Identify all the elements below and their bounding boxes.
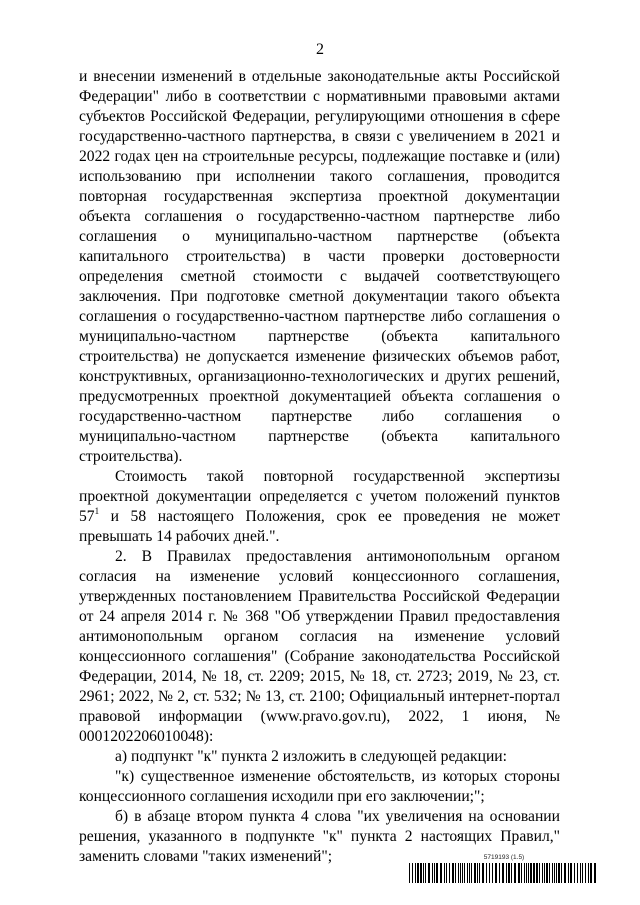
paragraph-3: 2. В Правилах предоставления антимонопольным органом согласия на изменение условий концессионного соглашения, утвержденных постановлением Правительства Российской Федерации от 24 апреля 2014 г. № 368 "Об утверждении Правил предоставления антимонопольным органом согласия на изменение условий концессионного соглашения" (Собрание законодательства Российской Федерации, 2014, № 18, ст. 2209; 2015, № 18, ст. 2723; 2019, № 23, ст. 2961; 2022, № 2, ст. 532; № 13, ст. 2100; Официальный интернет-портал правовой информации (www.pravo.gov.ru), 2022, 1 июня, № 0001202206010048): <box>79 548 560 745</box>
page-number: 2 <box>316 41 324 58</box>
barcode-bar <box>564 863 566 883</box>
barcode-bar <box>446 863 447 883</box>
barcode-block <box>408 854 600 883</box>
barcode-bar <box>432 863 433 883</box>
barcode-bar <box>482 863 484 883</box>
barcode-bar <box>528 863 529 883</box>
barcode-bar <box>552 863 553 883</box>
barcode-bar <box>479 863 480 883</box>
barcode-id-text: 5719193 (1.5) <box>483 854 525 861</box>
paragraph-4: а) подпункт "к" пункта 2 изложить в следующей редакции: <box>115 748 507 765</box>
barcode-bar <box>554 863 555 883</box>
barcode-bar <box>458 863 459 883</box>
barcode-bar <box>556 863 557 883</box>
barcode-bar <box>524 863 525 883</box>
barcode-bar <box>428 863 430 883</box>
paragraph-2 <box>79 467 560 547</box>
barcode-bar <box>455 863 456 883</box>
barcode-bar <box>460 863 461 883</box>
barcode-bar <box>474 863 476 883</box>
barcode-bar <box>467 863 468 883</box>
barcode-bar <box>464 863 465 883</box>
barcode-bar <box>506 863 507 883</box>
barcode-bar <box>489 863 490 883</box>
barcode-bar <box>420 863 422 883</box>
barcode-bar <box>577 863 578 883</box>
barcode-bar <box>462 863 463 883</box>
barcode-bar <box>434 863 435 883</box>
barcode-bar <box>518 863 520 883</box>
barcode-bar <box>511 863 512 883</box>
barcode-bar <box>539 863 540 883</box>
barcode-bar <box>425 863 426 883</box>
barcode-bar <box>471 863 472 883</box>
barcode-image <box>408 863 600 883</box>
barcode-bar <box>536 863 538 883</box>
barcode-bar <box>412 863 413 883</box>
paragraph-6: б) в абзаце втором пункта 4 слова "их увеличения на основании решения, указанного в подпункте "к" пункта 2 настоящих Правил," заменить словами "таких изменений"; <box>79 808 560 865</box>
barcode-bar <box>590 863 592 883</box>
barcode-bar <box>582 863 583 883</box>
barcode-bar <box>449 863 450 883</box>
paragraph-1: и внесении изменений в отдельные законодательные акты Российской Федерации" либо в соответствии с нормативными правовыми актами субъектов Российской Федерации, регулирующими отношения в сфере государственно-частного партнерства, в связи с увеличением в 2021 и 2022 годах цен на строительные ресурсы, подлежащие поставке и (или) использованию при исполнении такого соглашения, проводится повторная государственная экспертиза проектной документации объекта соглашения о государственно-частном партнерстве либо соглашения о муниципально-частном партнерстве (объекта капитального строительства) в части проверки достоверности определения сметной стоимости с выдачей соответствующего заключения. При подготовке сметной документации такого объекта соглашения о государственно-частном партнерстве либо соглашения о муниципально-частном партнерстве (объекта капитального строительства) не допускается изменение физических объемов работ, конструктивных, организационно-технологических и других решений, предусмотренных проектной документацией объекта соглашения о государственно-частном партнерстве либо соглашения о муниципально-частном партнерстве (объекта капитального строительства). <box>79 68 560 465</box>
barcode-bar <box>521 863 522 883</box>
paragraph-2-text: Стоимость такой повторной государственной экспертизы проектной документации определяется с учетом положений пунктов 57 <box>79 468 560 525</box>
paragraph-2-text-after: и 58 настоящего Положения, срок ее проведения не может превышать 14 рабочих дней.". <box>79 508 560 545</box>
barcode-bar <box>585 863 586 883</box>
barcode-bar <box>544 863 545 883</box>
barcode-bar <box>477 863 478 883</box>
barcode-bar <box>570 863 572 883</box>
barcode-bar <box>542 863 543 883</box>
barcode-bar <box>409 863 410 883</box>
barcode-bar <box>533 863 535 883</box>
barcode-bar <box>492 863 493 883</box>
barcode-bar <box>588 863 589 883</box>
barcode-bar <box>469 863 470 883</box>
barcode-bar <box>546 863 548 883</box>
paragraph-5: "к) существенное изменение обстоятельств, из которых стороны концессионного соглашения исходили при его заключении;"; <box>79 768 560 805</box>
barcode-bar <box>444 863 445 883</box>
barcode-bar <box>417 863 419 883</box>
barcode-bar <box>486 863 487 883</box>
barcode-bar <box>574 863 575 883</box>
barcode-bar <box>568 863 569 883</box>
barcode-bar <box>549 863 550 883</box>
barcode-bar <box>499 863 500 883</box>
barcode-bar <box>440 863 442 883</box>
barcode-bar <box>580 863 581 883</box>
barcode-bar <box>594 863 596 883</box>
barcode-bar <box>561 863 562 883</box>
barcode-bar <box>558 863 560 883</box>
barcode-bar <box>452 863 454 883</box>
barcode-bar <box>502 863 504 883</box>
barcode-bar <box>508 863 510 883</box>
body-text <box>79 67 560 867</box>
barcode-bar <box>436 863 438 883</box>
barcode-bar <box>495 863 497 883</box>
barcode-bar <box>514 863 516 883</box>
barcode-bar <box>415 863 416 883</box>
footnote-superscript: 1 <box>94 506 100 516</box>
barcode-bar <box>530 863 532 883</box>
barcode-bar <box>423 863 424 883</box>
barcode-bar <box>526 863 527 883</box>
